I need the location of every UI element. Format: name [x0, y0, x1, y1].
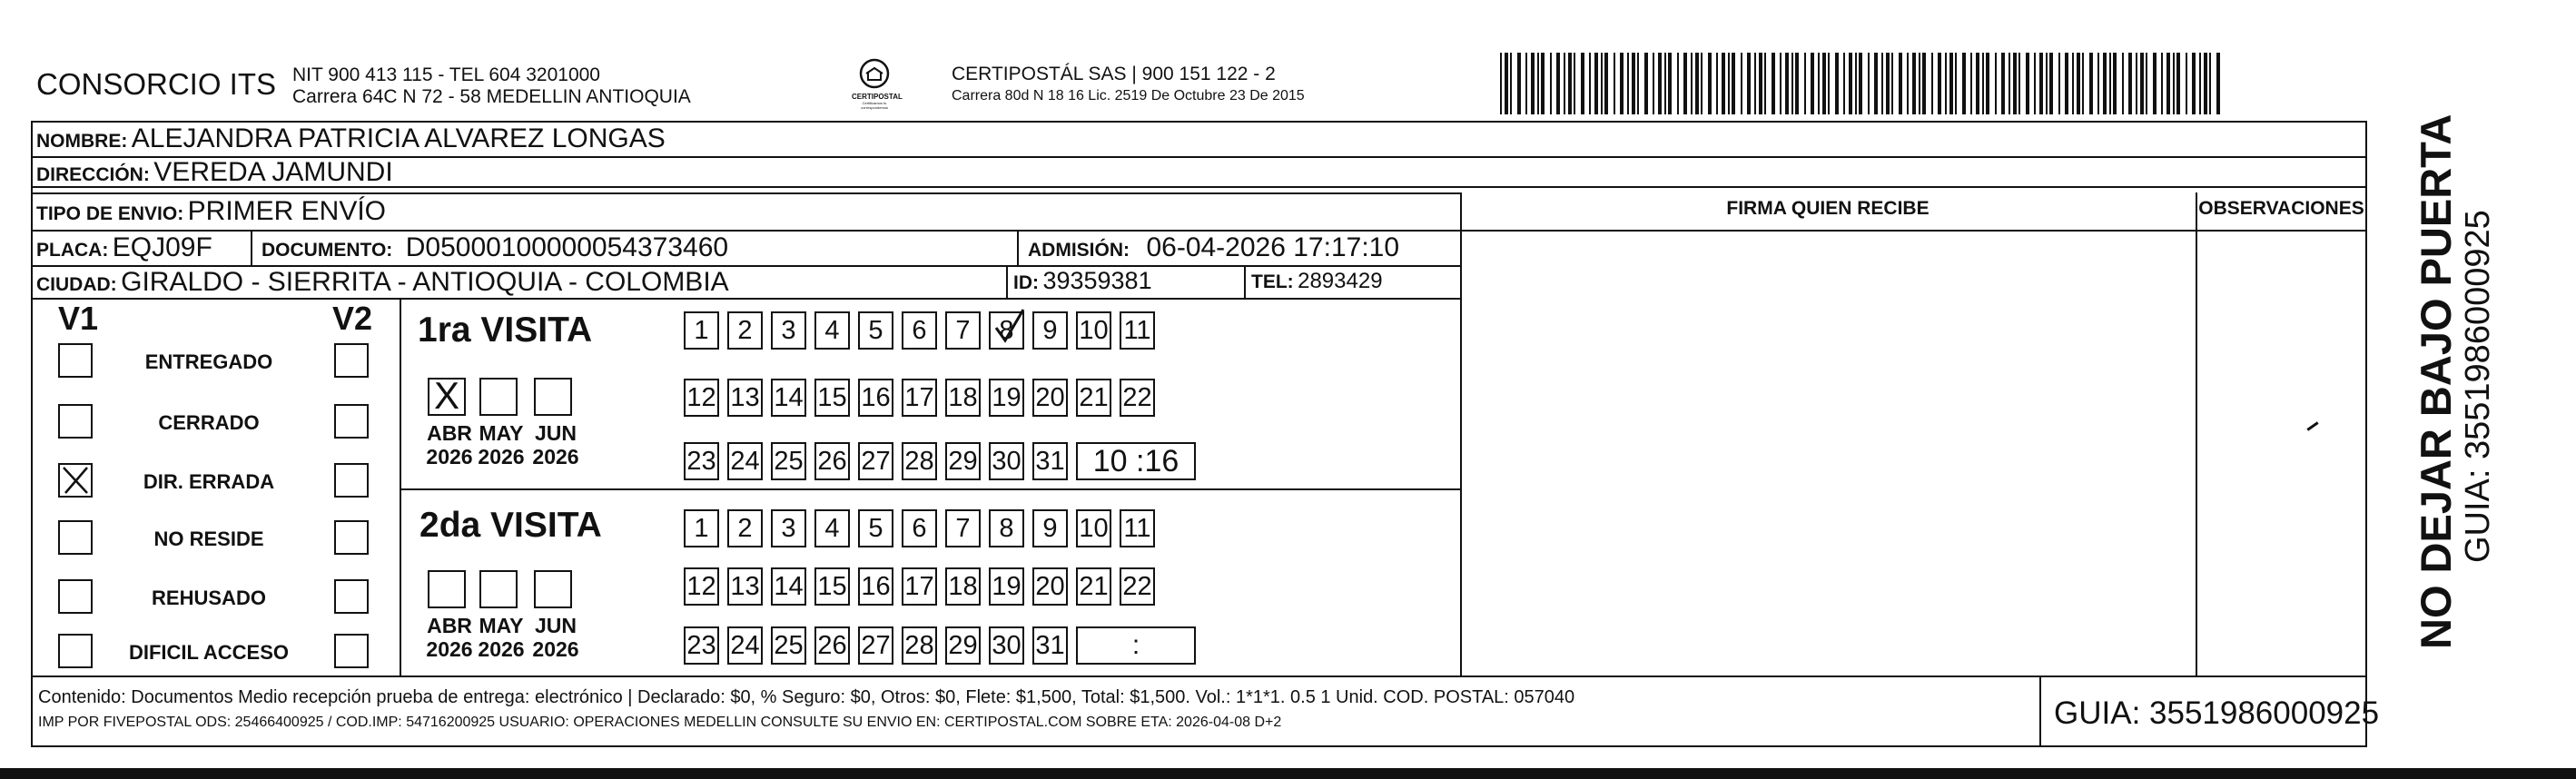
barcode-bar: [1791, 53, 1793, 114]
barcode-bar: [1677, 53, 1679, 114]
admision-value: 06-04-2026 17:17:10: [1146, 232, 1400, 262]
barcode-bar: [1741, 53, 1742, 114]
month-label: JUN: [534, 421, 577, 445]
day-box[interactable]: 22: [1120, 567, 1155, 606]
month-checkbox[interactable]: [479, 378, 518, 416]
footer-guia: GUIA: 3551986000925: [2054, 695, 2380, 731]
day-box[interactable]: 16: [858, 379, 893, 417]
barcode-bar: [2082, 53, 2084, 114]
barcode-bar: [1859, 53, 1862, 114]
barcode-bar: [1818, 53, 1820, 114]
month-label: ABR: [427, 614, 472, 637]
barcode-bar: [2136, 53, 2137, 114]
barcode-bar: [2097, 53, 2099, 114]
barcode-bar: [1517, 53, 1521, 114]
day-box[interactable]: 20: [1032, 567, 1068, 606]
company-info-line1: NIT 900 413 115 - TEL 604 3201000: [292, 64, 600, 85]
barcode-bar: [2173, 53, 2175, 114]
logo-subtext: Certificamos tu correspondencia: [861, 101, 888, 110]
month-checkbox[interactable]: [534, 378, 572, 416]
barcode-bar: [2026, 53, 2029, 114]
day-box[interactable]: 19: [989, 379, 1024, 417]
day-box[interactable]: 15: [814, 379, 850, 417]
month-checkbox[interactable]: [534, 570, 572, 608]
barcode-bar: [1556, 53, 1560, 114]
barcode-bar: [1886, 53, 1890, 114]
barcode-bar: [2089, 53, 2093, 114]
direccion-value: VEREDA JAMUNDI: [153, 157, 393, 187]
barcode-bar: [2008, 53, 2010, 114]
barcode-bar: [1938, 53, 1941, 114]
barcode-bar: [1627, 53, 1629, 114]
documento-label: DOCUMENTO:: [262, 240, 393, 261]
barcode-bar: [2153, 53, 2157, 114]
day-box[interactable]: 11: [1120, 509, 1155, 547]
barcode-bar: [1899, 53, 1902, 114]
tipo-envio-field: [36, 196, 386, 227]
day-box[interactable]: 30: [989, 442, 1024, 480]
tipo-envio-value: PRIMER ENVÍO: [187, 196, 387, 226]
day-box[interactable]: 4: [814, 311, 850, 350]
no-dejar-bajo-puerta: NO DEJAR BAJO PUERTA: [2412, 113, 2460, 649]
tel-label: TEL:: [1251, 271, 1294, 292]
barcode-bar: [1764, 53, 1766, 114]
barcode-bar: [1653, 53, 1654, 114]
day-box[interactable]: 17: [902, 567, 937, 606]
barcode-bar: [1785, 53, 1789, 114]
year-label: 2026: [426, 445, 473, 468]
day-box[interactable]: 26: [814, 442, 850, 480]
status-label: CERRADO: [158, 411, 260, 434]
barcode-bar: [1644, 53, 1648, 114]
barcode-bar: [1683, 53, 1687, 114]
day-box[interactable]: 18: [945, 379, 981, 417]
barcode-bar: [2166, 53, 2170, 114]
barcode-bar: [1568, 53, 1572, 114]
day-box[interactable]: 13: [727, 567, 763, 606]
barcode-bar: [1664, 53, 1666, 114]
day-box[interactable]: 12: [684, 379, 719, 417]
nombre-label: NOMBRE:: [36, 131, 128, 152]
barcode-bar: [1525, 53, 1527, 114]
month-label: JUN: [534, 614, 577, 637]
v2-header: V2: [332, 300, 373, 337]
company-name: CONSORCIO ITS: [36, 67, 277, 101]
day-box[interactable]: 3: [771, 311, 806, 350]
day-box[interactable]: 2: [727, 509, 763, 547]
day-box[interactable]: 5: [858, 509, 893, 547]
barcode-bar: [1772, 53, 1775, 114]
barcode-bar: [1976, 53, 1979, 114]
day-box[interactable]: 3: [771, 509, 806, 547]
barcode-bar: [1835, 53, 1839, 114]
barcode-bar: [1962, 53, 1966, 114]
day-box[interactable]: 10: [1076, 509, 1111, 547]
id-value: 39359381: [1042, 267, 1152, 294]
day-box[interactable]: 30: [989, 626, 1024, 665]
barcode-bar: [2128, 53, 2132, 114]
barcode-bar: [2039, 53, 2043, 114]
v1-checkbox[interactable]: [58, 579, 93, 614]
placa-label: PLACA:: [36, 240, 109, 261]
time-box[interactable]: 10 :16: [1076, 442, 1196, 480]
day-box[interactable]: 26: [814, 626, 850, 665]
barcode-bar: [1594, 53, 1598, 114]
v2-checkbox[interactable]: [334, 343, 369, 378]
day-box[interactable]: 24: [727, 626, 763, 665]
barcode-bar: [2161, 53, 2163, 114]
day-box[interactable]: 18: [945, 567, 981, 606]
day-box[interactable]: 15: [814, 567, 850, 606]
barcode-bar: [1804, 53, 1806, 114]
day-box[interactable]: 31: [1032, 442, 1068, 480]
barcode-bar: [1722, 53, 1725, 114]
barcode-bar: [1604, 53, 1608, 114]
barcode-bar: [2122, 53, 2124, 114]
id-field: [1013, 267, 1152, 295]
checkmark-icon: [991, 308, 1027, 348]
day-box[interactable]: 13: [727, 379, 763, 417]
day-box[interactable]: 27: [858, 442, 893, 480]
barcode-bar: [1531, 53, 1535, 114]
v1-checkbox[interactable]: [58, 634, 93, 668]
day-box[interactable]: 29: [945, 626, 981, 665]
admision-label: ADMISIÓN:: [1028, 240, 1130, 261]
status-label: NO RESIDE: [153, 528, 264, 550]
admision-field: [1028, 232, 1399, 263]
day-box[interactable]: 25: [771, 626, 806, 665]
ciudad-value: GIRALDO - SIERRITA - ANTIOQUIA - COLOMBIA: [121, 267, 729, 297]
day-box[interactable]: 29: [945, 442, 981, 480]
barcode-bar: [1695, 53, 1699, 114]
direccion-field: [36, 157, 393, 188]
barcode-bar: [2046, 53, 2048, 114]
barcode-bar: [1701, 53, 1703, 114]
barcode-bar: [2001, 53, 2005, 114]
day-box[interactable]: 23: [684, 626, 719, 665]
barcode-bar: [1581, 53, 1584, 114]
visita1-title: 1ra VISITA: [418, 311, 593, 350]
barcode-bar: [2058, 53, 2060, 114]
barcode-bar: [2072, 53, 2074, 114]
v2-checkbox[interactable]: [334, 634, 369, 668]
day-box[interactable]: 21: [1076, 379, 1111, 417]
barcode-bar: [2140, 53, 2144, 114]
barcode-bar: [1747, 53, 1751, 114]
v2-checkbox[interactable]: [334, 404, 369, 439]
day-box[interactable]: 12: [684, 567, 719, 606]
barcode-bar: [1949, 53, 1953, 114]
status-label: DIR. ERRADA: [143, 470, 275, 493]
day-box[interactable]: 22: [1120, 379, 1155, 417]
year-label: 2026: [532, 445, 579, 468]
barcode-bar: [1537, 53, 1539, 114]
v1-checkbox[interactable]: [58, 404, 93, 439]
day-box[interactable]: 20: [1032, 379, 1068, 417]
day-box[interactable]: 6: [902, 311, 937, 350]
day-box[interactable]: 6: [902, 509, 937, 547]
barcode-bar: [1632, 53, 1635, 114]
barcode-bar: [1510, 53, 1512, 114]
barcode-bar: [1620, 53, 1624, 114]
day-box[interactable]: 9: [1032, 311, 1068, 350]
day-box[interactable]: 7: [945, 311, 981, 350]
day-box[interactable]: 1: [684, 509, 719, 547]
month-checkbox[interactable]: [479, 570, 518, 608]
barcode-bar: [1931, 53, 1933, 114]
day-box[interactable]: 2: [727, 311, 763, 350]
barcode-bar: [1795, 53, 1799, 114]
day-box[interactable]: 31: [1032, 626, 1068, 665]
placa-field: [36, 232, 212, 263]
month-checkbox[interactable]: X: [428, 378, 466, 416]
barcode-bar: [1855, 53, 1857, 114]
status-label: ENTREGADO: [144, 350, 273, 373]
barcode-bar: [2065, 53, 2068, 114]
firma-header: FIRMA QUIEN RECIBE: [1726, 198, 1930, 219]
placa-value: EQJ09F: [112, 232, 212, 262]
barcode-bar: [1874, 53, 1878, 114]
year-label: 2026: [532, 637, 579, 661]
v2-checkbox[interactable]: [334, 463, 369, 498]
day-box[interactable]: 25: [771, 442, 806, 480]
day-box[interactable]: 21: [1076, 567, 1111, 606]
barcode-bar: [1982, 53, 1984, 114]
day-box[interactable]: 24: [727, 442, 763, 480]
barcode-bar: [1637, 53, 1639, 114]
v2-checkbox[interactable]: [334, 579, 369, 614]
barcode-bar: [2034, 53, 2036, 114]
documento-value: D05000100000054373460: [405, 232, 729, 262]
barcode-bar: [1500, 53, 1502, 114]
nombre-value: ALEJANDRA PATRICIA ALVAREZ LONGAS: [131, 123, 666, 153]
month-label: MAY: [479, 614, 524, 637]
tel-value: 2893429: [1298, 269, 1383, 293]
barcode-bar: [2146, 53, 2147, 114]
day-box[interactable]: 8: [989, 509, 1024, 547]
barcode-bar: [1811, 53, 1814, 114]
barcode-bar: [2113, 53, 2117, 114]
bottom-edge: [0, 768, 2576, 779]
day-box[interactable]: 1: [684, 311, 719, 350]
v1-checkbox[interactable]: [58, 463, 93, 498]
day-box[interactable]: 11: [1120, 311, 1155, 350]
footer-line1: Contenido: Documentos Medio recepción prueba de entrega: electrónico | Declarado: $0, % Seguro: $0, Otros: $0, Flete: $1,500, Total: $1,500. Vol.: 1*1*1. 0.5 1 Unid. COD. POSTAL: 057040: [38, 687, 1575, 707]
day-box[interactable]: 19: [989, 567, 1024, 606]
barcode-bar: [1614, 53, 1615, 114]
barcode-bar: [1574, 53, 1575, 114]
status-label: REHUSADO: [152, 587, 266, 609]
day-box[interactable]: 16: [858, 567, 893, 606]
id-label: ID:: [1013, 272, 1039, 293]
barcode-bar: [1691, 53, 1693, 114]
ciudad-field: [36, 267, 729, 298]
barcode-bar: [2192, 53, 2196, 114]
barcode-bar: [1922, 53, 1926, 114]
day-box[interactable]: 9: [1032, 509, 1068, 547]
barcode-bar: [2209, 53, 2211, 114]
v1-header: V1: [58, 300, 99, 337]
side-guia: GUIA: 3551986000925: [2459, 210, 2497, 563]
barcode: [1500, 53, 2223, 114]
barcode-bar: [2186, 53, 2187, 114]
barcode-bar: [2109, 53, 2111, 114]
barcode-bar: [1970, 53, 1972, 114]
ciudad-label: CIUDAD:: [36, 274, 117, 295]
barcode-bar: [1912, 53, 1916, 114]
barcode-bar: [2077, 53, 2080, 114]
barcode-bar: [1658, 53, 1662, 114]
barcode-bar: [1601, 53, 1603, 114]
month-checkbox[interactable]: [428, 570, 466, 608]
day-box[interactable]: 10: [1076, 311, 1111, 350]
barcode-bar: [2013, 53, 2017, 114]
day-box[interactable]: 23: [684, 442, 719, 480]
barcode-bar: [1891, 53, 1893, 114]
month-label: MAY: [479, 421, 524, 445]
barcode-bar: [1780, 53, 1781, 114]
carrier-info-line1: CERTIPOSTÁL SAS | 900 151 122 - 2: [952, 64, 1276, 84]
barcode-bar: [2176, 53, 2180, 114]
barcode-bar: [1945, 53, 1947, 114]
v2-checkbox[interactable]: [334, 520, 369, 555]
day-box[interactable]: 28: [902, 626, 937, 665]
barcode-bar: [1843, 53, 1845, 114]
tipo-envio-label: TIPO DE ENVIO:: [36, 203, 184, 224]
nombre-field: [36, 123, 666, 154]
barcode-bar: [1589, 53, 1591, 114]
barcode-bar: [1995, 53, 1997, 114]
status-label: DIFICIL ACCESO: [128, 641, 289, 664]
day-box[interactable]: 4: [814, 509, 850, 547]
year-label: 2026: [478, 637, 525, 661]
day-box[interactable]: 17: [902, 379, 937, 417]
barcode-bar: [1716, 53, 1718, 114]
v1-checkbox[interactable]: [58, 343, 93, 378]
month-label: ABR: [427, 421, 472, 445]
barcode-bar: [1728, 53, 1730, 114]
direccion-label: DIRECCIÓN:: [36, 164, 150, 185]
day-box[interactable]: 27: [858, 626, 893, 665]
year-label: 2026: [426, 637, 473, 661]
barcode-bar: [2103, 53, 2107, 114]
barcode-bar: [2216, 53, 2220, 114]
v1-checkbox[interactable]: [58, 520, 93, 555]
observaciones-header: OBSERVACIONES: [2198, 198, 2364, 219]
barcode-bar: [1759, 53, 1762, 114]
barcode-bar: [1732, 53, 1735, 114]
day-box[interactable]: 8: [989, 311, 1024, 350]
carrier-info-line2: Carrera 80d N 18 16 Lic. 2519 De Octubre 23 De 2015: [952, 88, 1305, 104]
barcode-bar: [1881, 53, 1883, 114]
barcode-bar: [1822, 53, 1826, 114]
barcode-bar: [1505, 53, 1508, 114]
barcode-bar: [1849, 53, 1852, 114]
certipostal-logo: [852, 58, 903, 110]
barcode-bar: [1708, 53, 1712, 114]
barcode-bar: [1550, 53, 1552, 114]
documento-field: [262, 232, 728, 263]
check-x-icon: [60, 465, 91, 496]
barcode-bar: [1754, 53, 1756, 114]
barcode-bar: [1868, 53, 1870, 114]
barcode-bar: [2199, 53, 2201, 114]
company-info-line2: Carrera 64C N 72 - 58 MEDELLIN ANTIOQUIA: [292, 86, 691, 107]
time-box[interactable]: :: [1076, 626, 1196, 665]
barcode-bar: [1828, 53, 1830, 114]
day-box[interactable]: 28: [902, 442, 937, 480]
day-box[interactable]: 14: [771, 379, 806, 417]
barcode-bar: [1907, 53, 1909, 114]
visita2-title: 2da VISITA: [419, 506, 602, 545]
day-box[interactable]: 7: [945, 509, 981, 547]
barcode-bar: [2049, 53, 2053, 114]
barcode-bar: [1955, 53, 1957, 114]
logo-text: CERTIPOSTAL: [852, 93, 903, 101]
footer-line2: IMP POR FIVEPOSTAL ODS: 25466400925 / COD.IMP: 54716200925 USUARIO: OPERACIONES MEDELLIN CONSULTE SU ENVIO EN: CERTIPOSTAL.COM SOBRE ETA: 2026-04-08 D+2: [38, 715, 1282, 730]
day-box[interactable]: 14: [771, 567, 806, 606]
barcode-bar: [1668, 53, 1672, 114]
year-label: 2026: [478, 445, 525, 468]
tel-field: [1251, 269, 1383, 294]
barcode-bar: [2018, 53, 2020, 114]
barcode-bar: [2204, 53, 2207, 114]
barcode-bar: [1986, 53, 1989, 114]
barcode-bar: [1564, 53, 1565, 114]
barcode-bar: [1919, 53, 1920, 114]
day-box[interactable]: 5: [858, 311, 893, 350]
barcode-bar: [1541, 53, 1545, 114]
logo-icon: [858, 58, 891, 89]
